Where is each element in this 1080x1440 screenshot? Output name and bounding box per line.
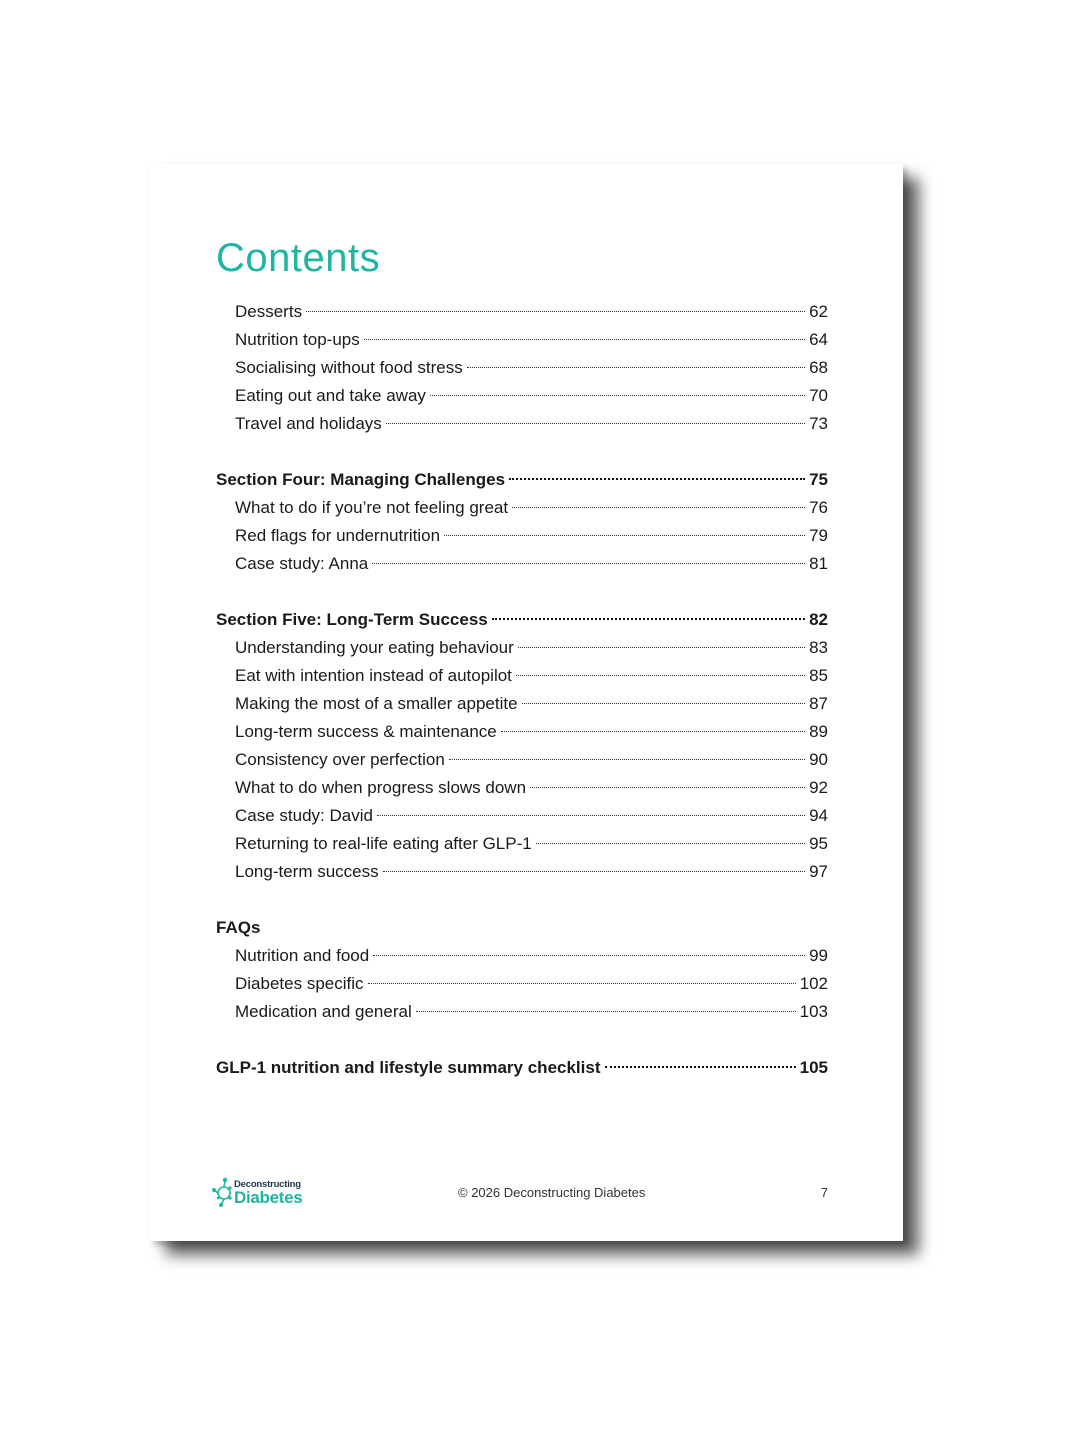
toc-entry[interactable] [216, 298, 828, 326]
toc-entry[interactable] [216, 970, 828, 998]
copyright-text: © 2026 Deconstructing Diabetes [458, 1185, 646, 1200]
toc-entry[interactable] [216, 354, 828, 382]
toc-entry[interactable] [216, 802, 828, 830]
toc-page-number: 94 [809, 806, 828, 825]
toc-page-number: 105 [799, 1058, 828, 1077]
toc-entry-label: Returning to real-life eating after GLP-1 [235, 834, 532, 853]
toc-entry[interactable] [216, 410, 828, 438]
document-page [150, 164, 903, 1241]
toc-entry[interactable] [216, 774, 828, 802]
toc-page-number: 83 [809, 638, 828, 657]
toc-entry[interactable] [216, 634, 828, 662]
toc-section-label: GLP-1 nutrition and lifestyle summary checklist [216, 1058, 601, 1077]
dot-leader [368, 983, 796, 984]
toc-entry-label: What to do when progress slows down [235, 778, 527, 797]
toc-page-number: 97 [809, 862, 828, 881]
toc-entry[interactable] [216, 690, 828, 718]
toc-entry[interactable] [216, 830, 828, 858]
toc-entry-label: Long-term success [235, 862, 379, 881]
dot-leader [373, 955, 805, 956]
toc-page-number: 92 [809, 778, 828, 797]
toc-entry-label: Nutrition top-ups [235, 330, 360, 349]
page-title: Contents [216, 236, 381, 280]
dot-leader [492, 618, 805, 620]
toc-entry-label: Eating out and take away [235, 386, 426, 405]
page-number: 7 [820, 1185, 828, 1200]
toc-entry-label: Travel and holidays [235, 414, 382, 433]
toc-entry-label: Nutrition and food [235, 946, 370, 965]
toc-page-number: 79 [809, 526, 828, 545]
toc-entry-label: Making the most of a smaller appetite [235, 694, 518, 713]
dot-leader [518, 647, 805, 648]
toc-page-number: 62 [809, 302, 828, 321]
dot-leader [377, 815, 805, 816]
molecule-icon [212, 1176, 234, 1208]
toc-section-heading[interactable] [216, 1054, 828, 1082]
dot-leader [444, 535, 805, 536]
dot-leader [501, 731, 805, 732]
dot-leader [372, 563, 805, 564]
logo-text-top: Deconstructing [234, 1179, 301, 1190]
logo-text-bottom: Diabetes [234, 1188, 303, 1207]
toc-entry[interactable] [216, 550, 828, 578]
toc-entry[interactable] [216, 522, 828, 550]
toc-section-label: Section Five: Long-Term Success [216, 610, 488, 629]
toc-entry-label: Consistency over perfection [235, 750, 445, 769]
toc-page-number: 99 [809, 946, 828, 965]
toc-entry-label: Understanding your eating behaviour [235, 638, 514, 657]
toc-page-number: 103 [799, 1002, 828, 1021]
toc-section-label: FAQs [216, 918, 261, 937]
toc-page-number: 76 [809, 498, 828, 517]
toc-page-number: 81 [809, 554, 828, 573]
toc-page-number: 87 [809, 694, 828, 713]
toc-entry[interactable] [216, 718, 828, 746]
toc-entry-label: Red flags for undernutrition [235, 526, 441, 545]
toc-page-number: 85 [809, 666, 828, 685]
toc-page-number: 95 [809, 834, 828, 853]
dot-leader [383, 871, 805, 872]
toc-entry-label: Long-term success & maintenance [235, 722, 497, 741]
dot-leader [386, 423, 805, 424]
toc-entry-label: Medication and general [235, 1002, 412, 1021]
brand-logo [212, 1176, 332, 1208]
toc-section-heading[interactable] [216, 466, 828, 494]
toc-entry-label: Diabetes specific [235, 974, 364, 993]
toc-page-number: 89 [809, 722, 828, 741]
page-footer [212, 1172, 828, 1212]
dot-leader [536, 843, 805, 844]
toc-page-number: 64 [809, 330, 828, 349]
toc-page-number: 75 [809, 470, 828, 489]
dot-leader [530, 787, 805, 788]
toc-section-heading[interactable] [216, 914, 828, 942]
dot-leader [467, 367, 805, 368]
dot-leader [449, 759, 805, 760]
toc-entry-label: Socialising without food stress [235, 358, 463, 377]
toc-entry-label: Case study: Anna [235, 554, 369, 573]
dot-leader [509, 478, 805, 480]
toc-entry[interactable] [216, 662, 828, 690]
toc-page-number: 73 [809, 414, 828, 433]
toc-entry[interactable] [216, 858, 828, 886]
toc-entry[interactable] [216, 494, 828, 522]
toc-entry[interactable] [216, 942, 828, 970]
table-of-contents [216, 298, 828, 1082]
toc-page-number: 70 [809, 386, 828, 405]
dot-leader [605, 1066, 796, 1068]
toc-page-number: 68 [809, 358, 828, 377]
toc-section-heading[interactable] [216, 606, 828, 634]
dot-leader [416, 1011, 796, 1012]
dot-leader [306, 311, 805, 312]
toc-page-number: 90 [809, 750, 828, 769]
toc-page-number: 102 [799, 974, 828, 993]
toc-section-label: Section Four: Managing Challenges [216, 470, 506, 489]
toc-entry-label: Eat with intention instead of autopilot [235, 666, 512, 685]
dot-leader [512, 507, 805, 508]
toc-page-number: 82 [809, 610, 828, 629]
dot-leader [522, 703, 806, 704]
toc-entry[interactable] [216, 382, 828, 410]
toc-entry-label: Case study: David [235, 806, 373, 825]
toc-entry[interactable] [216, 746, 828, 774]
toc-entry[interactable] [216, 998, 828, 1026]
dot-leader [430, 395, 805, 396]
toc-entry-label: Desserts [235, 302, 303, 321]
toc-entry-label: What to do if you’re not feeling great [235, 498, 509, 517]
dot-leader [364, 339, 805, 340]
dot-leader [516, 675, 805, 676]
toc-entry[interactable] [216, 326, 828, 354]
